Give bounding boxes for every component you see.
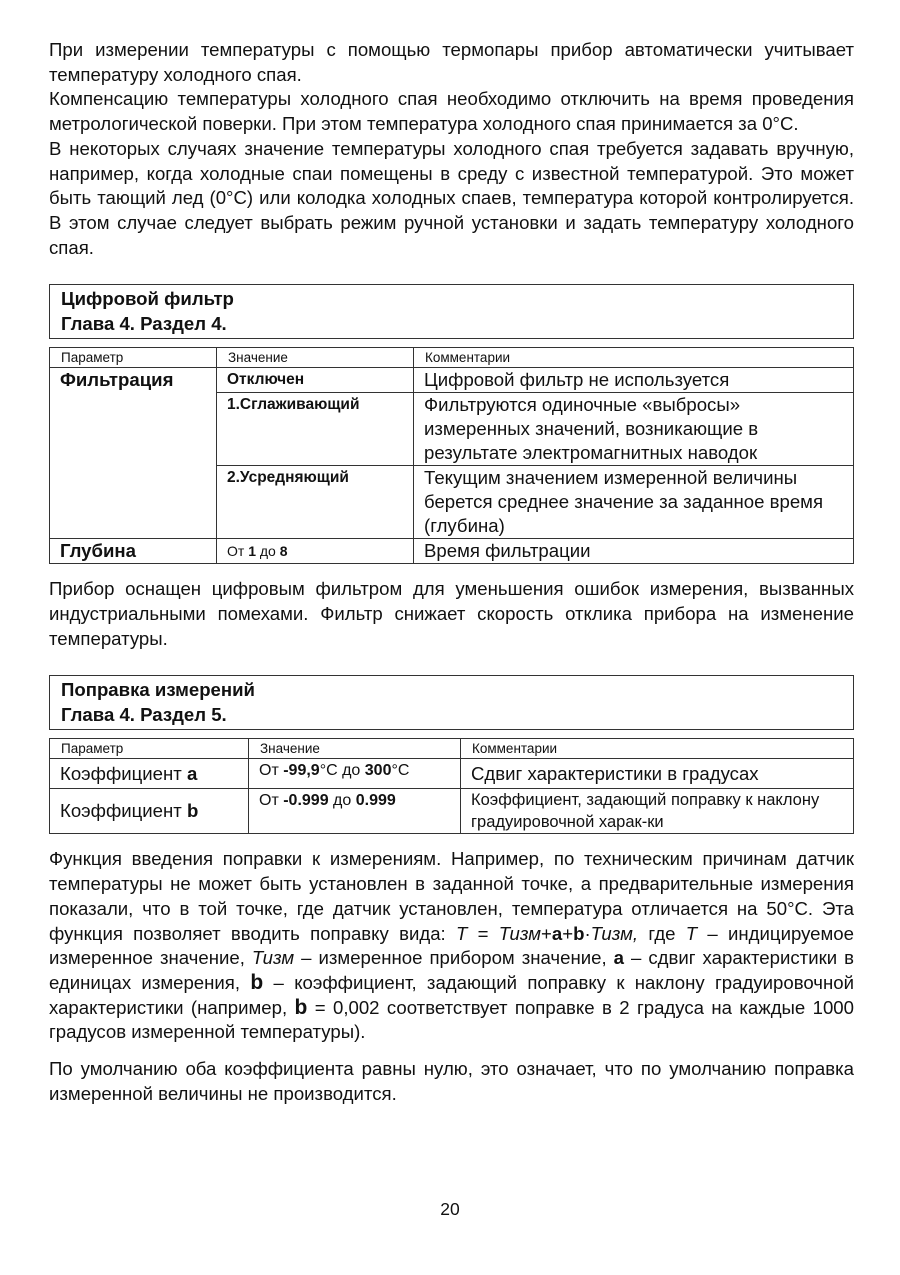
comment-cell: Текущим значением измеренной величины берется среднее значение за заданное время (глубина): [414, 466, 854, 539]
desc-tizm: Тизм: [251, 947, 295, 969]
value-min: -99,9: [283, 762, 320, 780]
param-cell: Фильтрация: [50, 368, 217, 539]
value-cell: 2.Усредняющий: [217, 466, 414, 539]
formula-plus: +: [541, 922, 552, 944]
comment-cell: Коэффициент, задающий поправку к наклону градуировочной харак-ки: [461, 789, 854, 834]
formula-dot: ·: [584, 922, 591, 944]
desc-text: – сдвиг характеристики в единицах измерения,: [49, 947, 854, 993]
comment-cell: Сдвиг характеристики в градусах: [461, 759, 854, 789]
formula-b: b: [573, 922, 585, 944]
param-var: a: [186, 762, 198, 784]
table-header-row: [50, 348, 854, 368]
header-comment: Комментарии: [461, 739, 854, 759]
filter-table: [49, 347, 854, 564]
default-note: По умолчанию оба коэффициента равны нулю, это означает, что по умолчанию поправка измеренной величины не производится.: [49, 1058, 854, 1104]
table-row: [50, 789, 854, 834]
correction-description: [49, 847, 854, 1045]
desc-b: b: [250, 970, 264, 994]
page-number: 20: [440, 1199, 460, 1219]
comment-cell: Цифровой фильтр не используется: [414, 368, 854, 393]
value-prefix: От: [259, 792, 284, 810]
value-cell: [249, 789, 461, 834]
filter-section-header: [49, 284, 854, 339]
intro-paragraph-2: Компенсацию температуры холодного спая необходимо отключить на время проведения метрологической поверки. При этом температура холодного спая принимается за 0°C.: [49, 88, 854, 135]
value-cell: [249, 759, 461, 789]
table-row: [50, 759, 854, 789]
filter-section-title: Цифровой фильтр: [61, 288, 234, 310]
comment-cell: Фильтруются одиночные «выбросы» измеренных значений, возникающие в результате электромагнитных наводок: [414, 393, 854, 466]
header-comment: Комментарии: [414, 348, 854, 368]
filter-description: Прибор оснащен цифровым фильтром для уменьшения ошибок измерения, вызванных индустриальными помехами. Фильтр снижает скорость отклика прибора на изменение температуры.: [49, 578, 854, 649]
intro-paragraph-3: В некоторых случаях значение температуры холодного спая требуется задавать вручную, например, когда холодные спаи помещены в среду с известной температурой. Это может быть тающий лед (0°C) или колодка холодных спаев, температура которой контролируется. В этом случае следует выбрать режим ручной установки и задать температуру холодного спая.: [49, 137, 854, 258]
value-max: 8: [279, 543, 288, 560]
formula-t: T: [455, 922, 468, 944]
document-page: [49, 38, 854, 1106]
correction-table: [49, 738, 854, 834]
intro-paragraph-1: При измерении температуры с помощью термопары прибор автоматически учитывает температуру холодного спая.: [49, 39, 854, 85]
header-param: Параметр: [50, 739, 249, 759]
table-row: [50, 368, 854, 393]
desc-text: Функция введения поправки к измерениям. Например, по техническим причинам датчик температуры не может быть установлен в заданной точке, а предварительные измерения показали, что в той точке, где датчик установлен, температура отличается на 50°C. Эта функция позволяет вводить поправку вида:: [49, 848, 854, 944]
value-prefix: От: [259, 762, 284, 780]
desc-text: где: [638, 922, 686, 944]
header-param: Параметр: [50, 348, 217, 368]
correction-section-title: Поправка измерений: [61, 679, 255, 701]
value-mid: до: [256, 543, 280, 560]
value-cell: Отключен: [217, 368, 414, 393]
formula-plus: +: [562, 922, 574, 944]
filter-section-chapter: Глава 4. Раздел 4.: [61, 312, 227, 334]
formula-eq: =: [467, 922, 499, 944]
desc-text: – индицируемое измеренное значение,: [49, 922, 854, 969]
header-value: Значение: [249, 739, 461, 759]
param-cell: Глубина: [50, 539, 217, 564]
desc-text: = 0,002 соответствует поправке в 2 градуса на каждые 1000 градусов измеренной температуры).: [49, 996, 854, 1043]
param-text: Коэффициент: [60, 800, 187, 822]
value-cell: 1.Сглаживающий: [217, 393, 414, 466]
value-mid: до: [328, 792, 356, 810]
header-value: Значение: [217, 348, 414, 368]
value-max-unit: °C: [391, 762, 410, 780]
formula-tizm: Тизм,: [590, 922, 639, 944]
value-min: 1: [248, 543, 256, 560]
table-header-row: [50, 739, 854, 759]
param-cell: [50, 759, 249, 789]
correction-section-chapter: Глава 4. Раздел 5.: [61, 703, 227, 725]
value-cell: [217, 539, 414, 564]
value-max: 0.999: [355, 792, 396, 810]
desc-t: T: [685, 922, 698, 944]
desc-text: – измеренное прибором значение,: [294, 947, 614, 969]
formula-tizm: Тизм: [498, 922, 542, 944]
param-var: b: [186, 800, 199, 822]
param-cell: [50, 789, 249, 834]
table-row: [50, 539, 854, 564]
desc-a: a: [613, 947, 624, 969]
value-max: 300: [364, 762, 392, 780]
desc-text: – коэффициент, задающий поправку к наклону градуировочной характеристики (например,: [49, 971, 854, 1018]
param-text: Коэффициент: [60, 762, 187, 784]
value-min-unit: °C до: [319, 762, 365, 780]
comment-cell: Время фильтрации: [414, 539, 854, 564]
formula-a: a: [551, 922, 563, 944]
correction-section-header: [49, 675, 854, 730]
value-min: -0.999: [283, 792, 329, 810]
desc-b: b: [294, 995, 308, 1019]
value-prefix: От: [227, 543, 249, 560]
